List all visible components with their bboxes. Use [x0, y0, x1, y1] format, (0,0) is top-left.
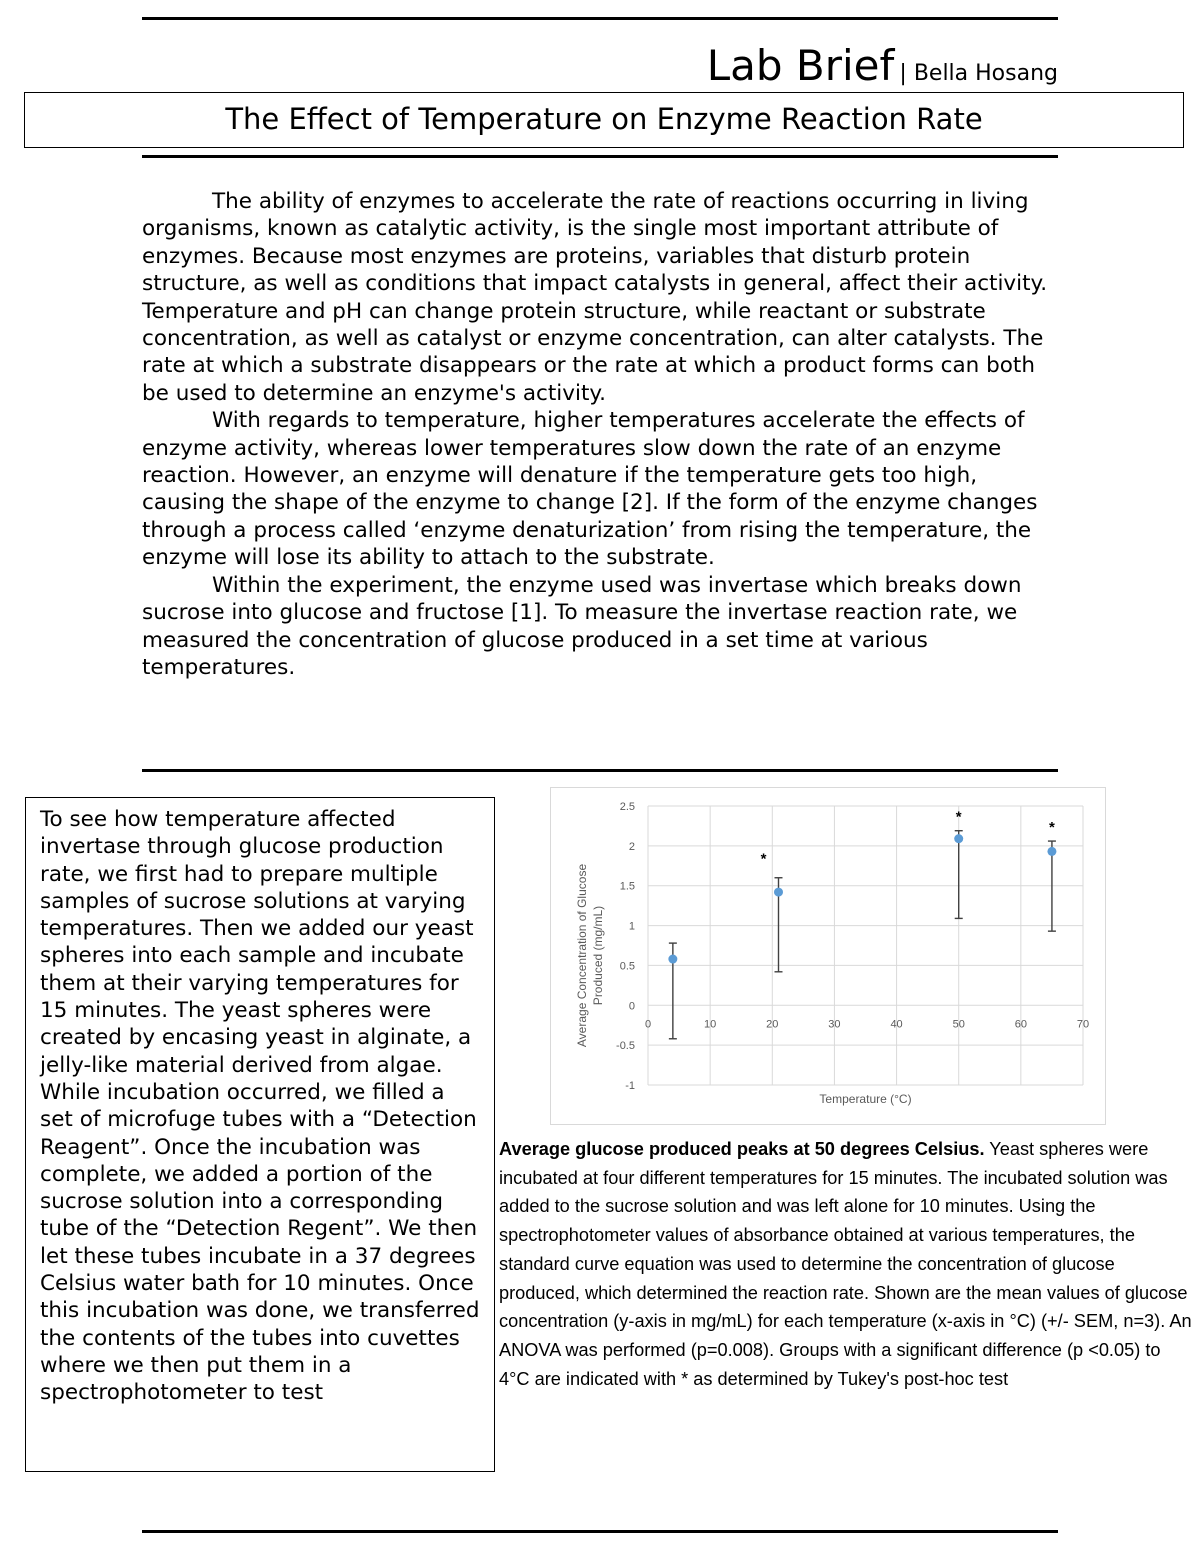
x-tick-label: 10	[704, 1018, 717, 1031]
report-title: The Effect of Temperature on Enzyme Reaction Rate	[24, 92, 1184, 148]
y-tick-label: 1	[628, 920, 635, 933]
y-axis-title: Average Concentration of Glucose Produced (mg/mL)	[575, 863, 605, 1048]
scatter-chart	[551, 788, 1105, 1124]
y-tick-label: -1	[625, 1080, 635, 1092]
x-tick-label: 0	[644, 1018, 652, 1031]
section-rule	[142, 769, 1058, 772]
author-name: Bella Hosang	[913, 61, 1058, 86]
x-tick-label: 30	[828, 1018, 841, 1031]
significance-marker: *	[955, 808, 962, 826]
data-point	[1047, 847, 1056, 856]
x-tick-label: 20	[766, 1018, 779, 1031]
data-point	[954, 834, 963, 843]
x-tick-label: 50	[952, 1018, 965, 1031]
y-tick-label: 2	[628, 840, 635, 853]
caption-text: Yeast spheres were incubated at four different temperatures for 15 minutes. The incubated solution was added to the sucrose solution and was left alone for 10 minutes. Using the spectrophotometer values of absorbance obtained at various temperatures, the standard curve equation was used to determine the concentration of glucose produced, which determined the reaction rate. Shown are the mean values of glucose concentration (y-axis in mg/mL) for each temperature (x-axis in °C) (+/- SEM, n=3). An ANOVA was performed (p=0.008). Groups with a significant difference (p <0.05) to 4°C are indicated with * as determined by Tukey's post-hoc test	[499, 1139, 1192, 1389]
introduction	[142, 188, 1058, 681]
caption-title: Average glucose produced peaks at 50 degrees Celsius.	[499, 1139, 985, 1159]
y-tick-label: -0.5	[616, 1040, 635, 1053]
y-tick-label: 1.5	[619, 880, 635, 893]
x-tick-label: 70	[1076, 1018, 1090, 1031]
intro-paragraph: The ability of enzymes to accelerate the rate of reactions occurring in living organisms, known as catalytic activity, is the single most important attribute of enzymes. Because most enzymes are proteins, variables that disturb protein structure, as well as conditions that impact catalysts in general, affect their activity. Temperature and pH can change protein structure, while reactant or substrate concentration, as well as catalyst or enzyme concentration, can alter catalysts. The rate at which a substrate disappears or the rate at which a product forms can both be used to determine an enzyme's activity.	[142, 189, 1048, 406]
intro-paragraph: With regards to temperature, higher temperatures accelerate the effects of enzyme activity, whereas lower temperatures slow down the rate of an enzyme reaction. However, an enzyme will denature if the temperature gets too high, causing the shape of the enzyme to change [2]. If the form of the enzyme changes through a process called ‘enzyme denaturization’ from rising the temperature, the enzyme will lose its ability to attach to the substrate.	[142, 408, 1038, 571]
top-rule	[142, 17, 1058, 20]
x-tick-label: 40	[890, 1018, 903, 1031]
doc-type-title: Lab Brief	[706, 41, 895, 90]
significance-marker: *	[760, 850, 767, 868]
figure-caption	[499, 1135, 1194, 1393]
methods-text: To see how temperature affected invertase through glucose production rate, we first had to prepare multiple samples of sucrose solutions at varying temperatures. Then we added our yeast spheres into each sample and incubate them at their varying temperatures for 15 minutes. The yeast spheres were created by encasing yeast in alginate, a jelly-like material derived from algae. While incubation occurred, we filled a set of microfuge tubes with a “Detection Reagent”. Once the incubation was complete, we added a portion of the sucrose solution into a corresponding tube of the “Detection Regent”. We then let these tubes incubate in a 37 degrees Celsius water bath for 10 minutes. Once this incubation was done, we transferred the contents of the tubes into cuvettes where we then put them in a spectrophotometer to test	[40, 807, 480, 1406]
bottom-rule	[142, 1530, 1058, 1533]
intro-paragraph: Within the experiment, the enzyme used was invertase which breaks down sucrose into glucose and fructose [1]. To measure the invertase reaction rate, we measured the concentration of glucose produced in a set time at various temperatures.	[142, 572, 1022, 680]
y-tick-label: 0.5	[619, 960, 635, 973]
data-point	[668, 955, 677, 964]
y-tick-label: 0	[628, 1000, 635, 1013]
x-axis-title: Temperature (°C)	[819, 1092, 912, 1106]
title-rule	[142, 155, 1058, 158]
x-tick-label: 60	[1014, 1018, 1027, 1031]
y-tick-label: 2.5	[619, 801, 635, 813]
significance-marker: *	[1049, 819, 1055, 837]
header	[142, 42, 1058, 90]
header-separator: |	[899, 61, 907, 86]
data-point	[774, 888, 783, 897]
methods-box	[25, 797, 495, 1472]
figure-chart	[550, 787, 1106, 1125]
